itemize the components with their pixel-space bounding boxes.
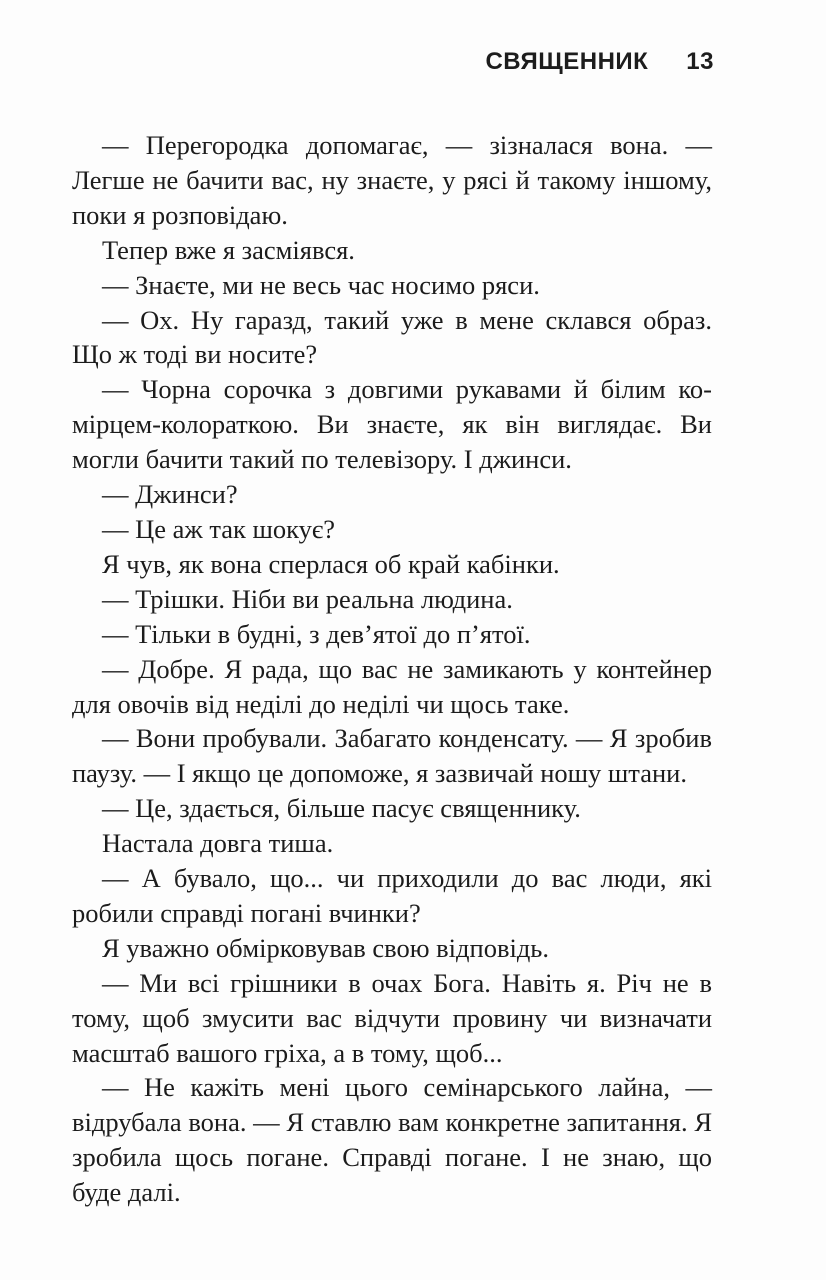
paragraph-4: — Ох. Ну гаразд, такий уже в мене склався образ. Що ж тоді ви носите? (72, 304, 712, 370)
paragraph-14: Настала довга тиша. (102, 828, 334, 859)
paragraph-1: — Перегородка допомагає, — зізналася вона. — Легше не бачити вас, ну знаєте, у рясі й такому іншому, поки я розповідаю. (72, 130, 712, 230)
paragraph-2: Тепер вже я засміявся. (102, 234, 355, 265)
paragraph-7: — Це аж так шокує? (102, 513, 336, 544)
paragraph-12: — Вони пробували. Забагато конденсату. — Я зробив паузу. — І якщо це допоможе, я зазвичай ношу штани. (72, 723, 712, 789)
paragraph-18: — Не кажіть мені цього семінарського лайна, — відрубала вона. — Я ставлю вам конкретне запитання. Я зробила щось погане. Справді погане. І не знаю, що буде далі. (72, 1072, 712, 1208)
paragraph-5: — Чорна сорочка з довгими рукавами й білим комірцем-колораткою. Ви знаєте, як він виглядає. Ви могли бачити такий по телевізору. І джинси. (72, 374, 712, 475)
paragraph-10: — Тільки в будні, з дев’ятої до п’ятої. (102, 618, 531, 649)
body-text (72, 128, 712, 1210)
paragraph-9: — Трішки. Ніби ви реальна людина. (102, 583, 513, 614)
running-head (485, 48, 714, 76)
paragraph-3: — Знаєте, ми не весь час носимо ряси. (102, 269, 540, 300)
paragraph-17: — Ми всі грішники в очах Бога. Навіть я. Річ не в тому, щоб змусити вас відчути провину чи визначати масштаб вашого гріха, а в тому, щоб... (72, 967, 712, 1068)
paragraph-6: — Джинси? (102, 479, 238, 510)
paragraph-11: — Добре. Я рада, що вас не замикають у контейнер для овочів від неділі до неділі чи щось таке. (72, 653, 712, 719)
paragraph-15: — А бувало, що... чи приходили до вас люди, які робили справді погані вчинки? (72, 863, 712, 928)
paragraph-8: Я чув, як вона сперлася об край кабінки. (102, 548, 560, 579)
paragraph-13: — Це, здається, більше пасує священнику. (102, 793, 581, 824)
page-number: 13 (686, 48, 714, 75)
running-title: СВЯЩЕННИК (485, 48, 649, 75)
paragraph-16: Я уважно обмірковував свою відповідь. (102, 932, 550, 963)
